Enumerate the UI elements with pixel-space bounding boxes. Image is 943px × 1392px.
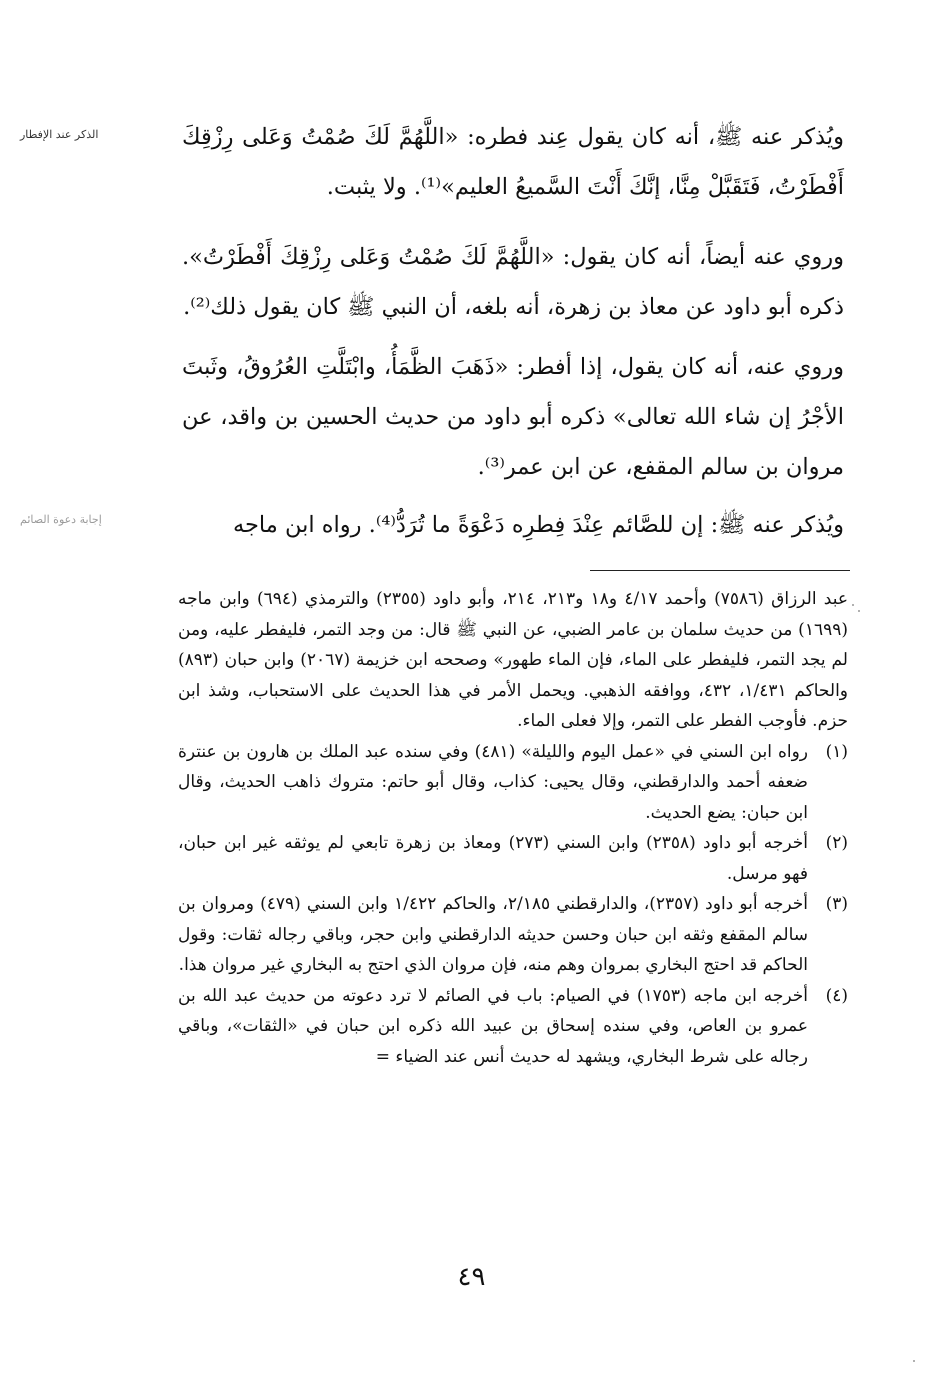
paragraph-3 — [182, 342, 844, 492]
footnote-2 — [178, 828, 848, 889]
paragraph-3-text: وروي عنه، أنه كان يقول، إذا أفطر: «ذَهَبَ الظَّمَأُ، وابْتَلَّتِ العُرُوقُ، وثَبتَ الأجْرُ إن شاء الله تعالى» ذكره أبو داود من حديث الحسين بن واقد، عن مروان بن سالم المقفع، عن ابن عمر⁽³⁾. — [182, 354, 844, 480]
paragraph-1-text: ويُذكر عنه ﷺ، أنه كان يقول عِند فطره: «اللَّهُمَّ لَكَ صُمْتُ وَعَلى رِزْقِكَ أَفْطَرْتُ، فَتَقَبَّلْ مِنَّا، إنَّكَ أَنْتَ السَّميعُ العليم»⁽¹⁾. ولا يثبت. — [182, 124, 844, 200]
footnote-number: (٢) — [825, 833, 848, 853]
margin-note-fasting-supplication: إجابة دعوة الصائم — [20, 513, 102, 526]
footnote-text: أخرجه ابن ماجه (١٧٥٣) في الصيام: باب في الصائم لا ترد دعوته من حديث عبد الله بن عمرو بن العاص، وفي سنده إسحاق بن عبيد الله ذكره ابن حبان في «الثقات»، وباقي رجاله على شرط البخاري، ويشهد له حديث أنس عند الضياء = — [178, 985, 808, 1067]
footnote-number: (٤) — [825, 985, 848, 1006]
paragraph-4-text: ويُذكر عنه ﷺ: إن للصَّائم عِنْدَ فِطرِه دَعْوَةً ما تُرَدُّ⁽⁴⁾. رواه ابن ماجه — [232, 512, 844, 538]
paragraph-2-text: وروي عنه أيضاً، أنه كان يقول: «اللَّهُمَّ لَكَ صُمْتُ وَعَلى رِزْقِكَ أَفْطَرْتُ». ذكره أبو داود عن معاذ بن زهرة، أنه بلغه، أن النبي ﷺ كان يقول ذلك⁽²⁾. — [182, 244, 844, 320]
footnote-3 — [178, 889, 848, 981]
footnote-1 — [178, 737, 848, 829]
footnote-separator — [590, 570, 850, 571]
footnote-4 — [178, 981, 848, 1073]
paragraph-1 — [182, 112, 844, 212]
footnote-number: (٣) — [825, 894, 848, 914]
paragraph-4 — [182, 500, 844, 550]
footnote-number: (١) — [825, 741, 848, 762]
footnote-text: أخرجه أبو داود (٢٣٥٨) وابن السني (٢٧٣) ومعاذ بن زهرة تابعي لم يوثقه غير ابن حبان، فهو مرسل. — [178, 833, 808, 884]
footnote-text: أخرجه أبو داود (٢٣٥٧)، والدارقطني ٢/١٨٥، والحاكم ١/٤٢٢ وابن السني (٤٧٩) ومروان بن سالم المقفع وثقه ابن حبان وحسن حديثه الدارقطني وابن حجر، وباقي رجاله ثقات: وقول الحاكم قد احتج البخاري بمروان وهم منه، فإن مروان الذي احتج به البخاري غير مروان هذا. — [178, 894, 809, 975]
page-number: ٤٩ — [457, 1262, 486, 1292]
footnote-continuation: عبد الرزاق (٧٥٨٦) وأحمد ٤/١٧ و١٨ و٢١٣، ٢١٤، وأبو داود (٢٣٥٥) والترمذي (٦٩٤) وابن ماجه (١٦٩٩) من حديث سلمان بن عامر الضبي، عن النبي ﷺ قال: من وجد التمر، فليفطر عليه، ومن لم يجد التمر، فليفطر على الماء، فإن الماء طهور» وصححه ابن خزيمة (٢٠٦٧) وابن حبان (٨٩٣) والحاكم ١/٤٣١، ٤٣٢، ووافقه الذهبي. ويحمل الأمر في هذا الحديث على الاستحباب، وشذ ابن حزم. فأوجب الفطر على التمر، وإلا فعلى الماء. — [178, 589, 849, 731]
footnotes — [178, 584, 848, 1072]
margin-note-breaking-fast-dhikr: الذكر عند الإفطار — [20, 128, 99, 141]
footnote-text: رواه ابن السني في «عمل اليوم والليلة» (٤٨١) وفي سنده عبد الملك بن هارون بن عنترة ضعفه أحمد والدارقطني، وقال يحيى: كذاب، وقال أبو حاتم: متروك ذاهب الحديث، وقال ابن حبان: يضع الحديث. — [178, 741, 808, 823]
paragraph-2 — [182, 232, 844, 332]
